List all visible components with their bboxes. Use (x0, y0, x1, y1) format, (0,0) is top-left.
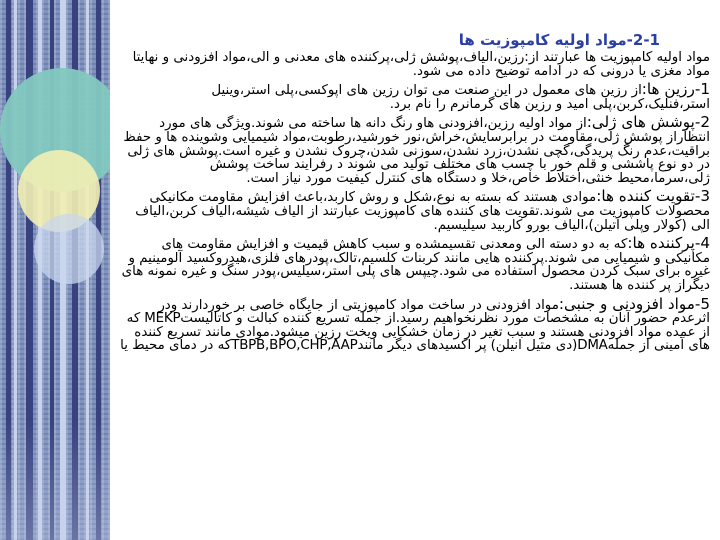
intro-paragraph: مواد اولیه کامپوزیت ها عبارتند از:رزین،الیاف،پوشش ژلی،پرکننده های معدنی و الی،مواد افزودنی و نهایتا مواد مغزی یا درونی که در ادامه توضیح داده می شود. (132, 50, 710, 79)
item-lead: 1-رزین ها: (641, 80, 710, 99)
item-lead: 5-مواد افزودنی و جنبی: (558, 294, 710, 313)
slide-title: 2-1-مواد اولیه کامپوزیت ها (458, 31, 660, 49)
item-lead: 3-تقویت کننده ها: (596, 187, 710, 206)
item-lead: 4-پرکننده ها: (627, 234, 710, 253)
item-body: که به دو دسته الی ومعدنی تقسیمشده و سبب کاهش قیمیت و افزایش مقاومت های مکانیکی و شیمیایی می شوند.پرکننده هایی مانند کربنات کلسیم،تالک،پودرهای فلزی،هیدروکسید آلومینیم و غیره برای سبک کردن محصول استفاده می شود.چیپس های پلی استر،سیلیس،پودر سنگ و غیره نمونه های دیگراز پر کننده ها هستند. (121, 237, 710, 293)
slide-content (120, 32, 710, 358)
item-body: موادی هستند که بسته به نوع،شکل و روش کاربد،باعث افزایش مقاومت مکانیکی محصولات کامپوزیت می شوند.تقویت های کننده های کامپوزیت عبارتند از الیاف شیشه،الیاف کربن،الیاف الی (کولار وپلی اتیلن)،الیاف بورو کاربید سیلیسیم. (135, 190, 710, 233)
item-fillers (120, 234, 710, 293)
item-gel-coats (120, 113, 710, 186)
band-fade (0, 420, 110, 540)
item-body: از مواد اولیه رزین،افزودنی هاو رنگ دانه ها ساخته می شوند.ویژگی های مورد انتظاراز پوشش ژلی،مقاومت در برابرسایش،خراش،نور خورشید،رطوبت،مواد شیمیایی وشوینده ها و حفظ براقیت،عدم رنگ پریدگی،گچی نشدن،زرد نشدن،سوزنی شدن،چروک نشدن و غیره است.پوشش های ژلی در دو نوع پاششی و قلم خور با چسب های مختلف تولید می شوند د رفرایند ساخت پوشش ژلی،سرما،محیط خنثی،اختلاط خاص،خلا و دستگاه های کنترل کیفیت مورد نیاز است. (123, 116, 710, 186)
item-lead: 2-پوشش های ژلی: (586, 113, 710, 132)
decorative-side-band (0, 0, 110, 540)
item-additives (120, 294, 710, 354)
item-resins (120, 80, 710, 112)
item-body: مواد افزودنی در ساخت مواد کامپوزیتی از جایگاه خاصی بر خوردارند ودر اثرعدم حضور آنان به مشخصات مورد نظرنخواهیم رسید.از جمله تسریع کننده کبالت و کاتالیستMEKP که از عمده مواد افزودنی هستند و سبب تغیر در زمان خشکایی ویخت رزین میشود.موادی مانند تسریع کننده های آمینی از جملهDMA(دی متیل انیلن) پر اکسیدهای دیگر مانندTBPB,BPO,CHP,AAPکه در دمای محیط یا (120, 297, 710, 354)
decorative-circle-light (34, 214, 104, 284)
item-body: از رزین های معمول در این صنعت می توان رزین های اپوکسی،پلی استر،وینیل استر،فنلیک،کربن،پلی امید و رزین های گرمانرم را نام برد. (211, 83, 710, 112)
item-reinforcements (120, 187, 710, 233)
